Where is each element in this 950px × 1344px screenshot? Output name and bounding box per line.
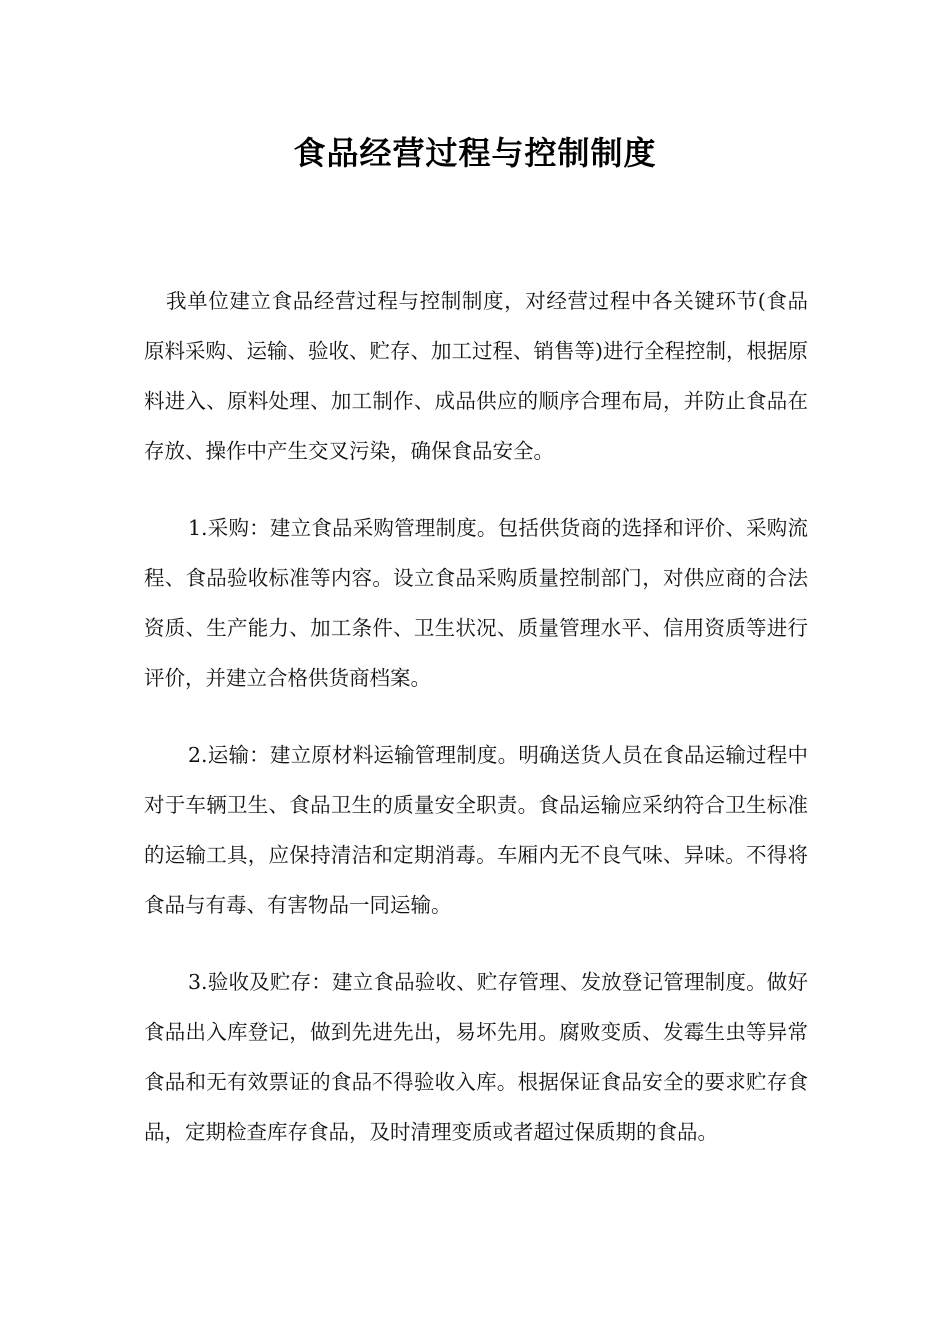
procurement-paragraph: 1.采购：建立食品采购管理制度。包括供货商的选择和评价、采购流程、食品验收标准等内容。设立食品采购质量控制部门，对供应商的合法资质、生产能力、加工条件、卫生状况、质量管理水平、信用资质等进行评价，并建立合格供货商档案。 (144, 516, 808, 690)
transport-paragraph: 2.运输：建立原材料运输管理制度。明确送货人员在食品运输过程中对于车辆卫生、食品卫生的质量安全职责。食品运输应采纳符合卫生标准的运输工具，应保持清洁和定期消毒。车厢内无不良气味、异味。不得将食品与有毒、有害物品一同运输。 (144, 743, 808, 917)
acceptance-storage-paragraph: 3.验收及贮存：建立食品验收、贮存管理、发放登记管理制度。做好食品出入库登记，做到先进先出，易坏先用。腐败变质、发霉生虫等异常食品和无有效票证的食品不得验收入库。根据保证食品安全的要求贮存食品，定期检查库存食品，及时清理变质或者超过保质期的食品。 (144, 970, 808, 1144)
document-body (144, 276, 808, 1184)
document-title: 食品经营过程与控制制度 (293, 134, 657, 172)
intro-paragraph: 我单位建立食品经营过程与控制制度，对经营过程中各关键环节(食品原料采购、运输、验收、贮存、加工过程、销售等)进行全程控制，根据原料进入、原料处理、加工制作、成品供应的顺序合理布局，并防止食品在存放、操作中产生交叉污染，确保食品安全。 (144, 289, 808, 463)
